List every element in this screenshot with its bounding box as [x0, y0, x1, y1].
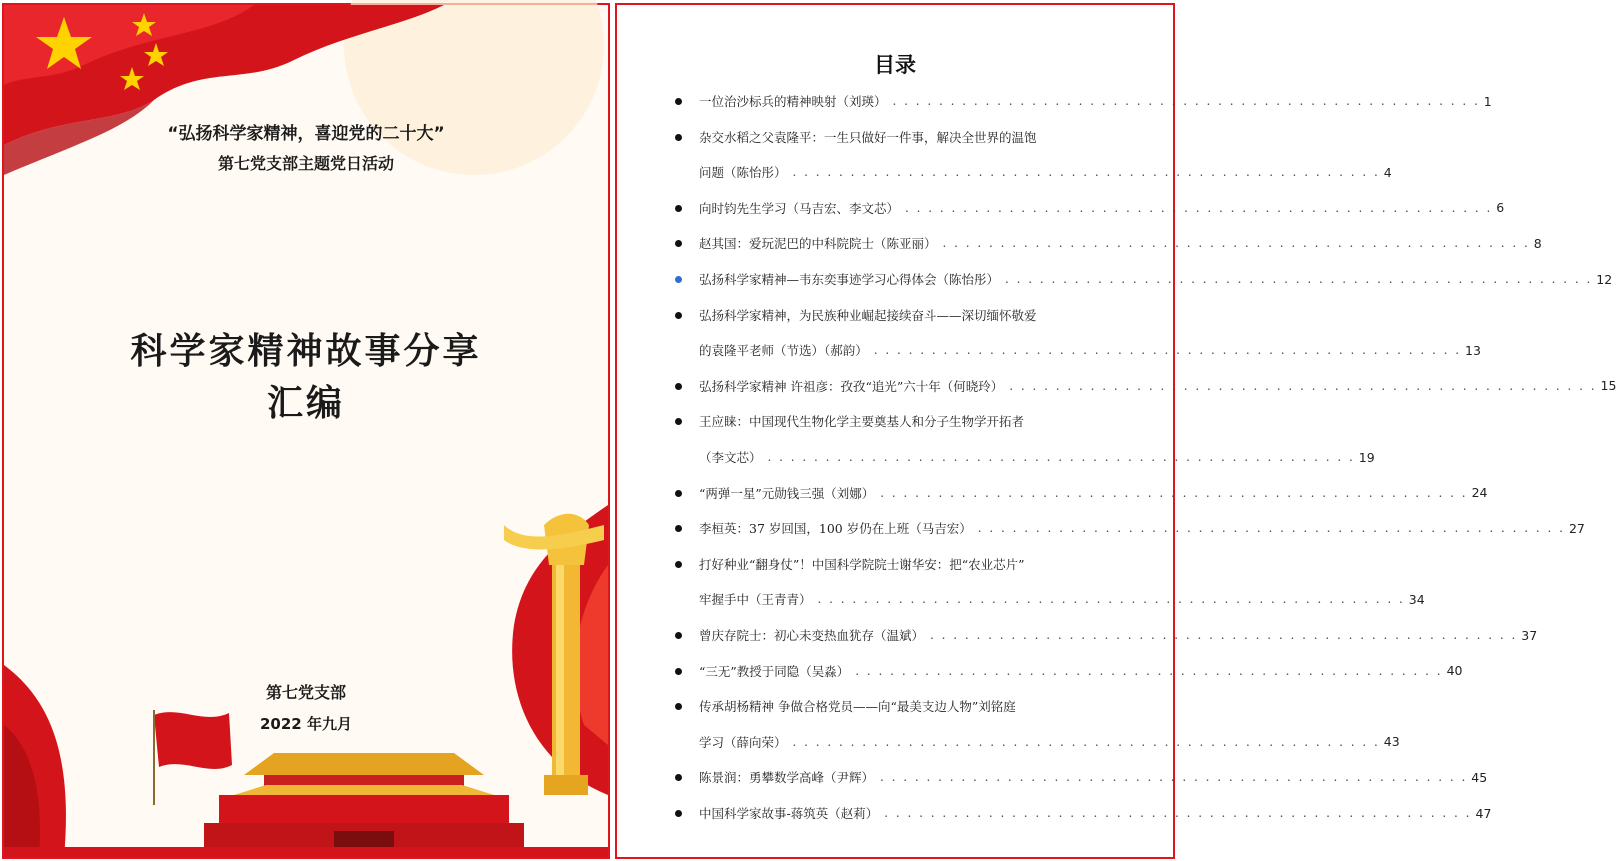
toc-leader-dots: . . . . . . . . . . . . . . . . . . . . . . . . . . . . . . . . . . . . . . . . . . . . . . . . . . .	[880, 485, 1468, 500]
toc-leader-dots: . . . . . . . . . . . . . . . . . . . . . . . . . . . . . . . . . . . . . . . . . . . . . . . . . . .	[1009, 378, 1597, 393]
toc-entry-title: 弘扬科学家精神 许祖彦：孜孜“追光”六十年（何晓玲）	[699, 378, 1004, 394]
toc-bullet-icon	[675, 632, 682, 639]
toc-entry[interactable]	[699, 518, 1585, 538]
toc-entry-title: 一位治沙标兵的精神映射（刘瑛）	[699, 94, 887, 109]
toc-entry-title: “两弹一星”元勋钱三强（刘娜）	[699, 485, 875, 501]
toc-entry[interactable]	[699, 269, 1613, 289]
toc-entry[interactable]	[699, 411, 1123, 431]
toc-page-number: 6	[1496, 200, 1505, 216]
toc-leader-dots: . . . . . . . . . . . . . . . . . . . . . . . . . . . . . . . . . . . . . . . . . . . . . . . . . . .	[855, 663, 1443, 678]
toc-entry[interactable]	[699, 767, 1488, 787]
toc-entry[interactable]	[699, 483, 1488, 503]
toc-page-number: 19	[1358, 449, 1375, 465]
toc-bullet-icon	[675, 490, 682, 497]
toc-entry-title: 牢握手中（王青青）	[699, 592, 812, 608]
toc-bullet-icon	[675, 134, 682, 141]
toc-page-number: 15	[1600, 378, 1616, 394]
toc-bullet-icon	[675, 312, 682, 319]
toc-entry-title: （李文芯）	[699, 450, 762, 465]
toc-bullet-icon	[675, 525, 682, 532]
toc-entry[interactable]	[699, 447, 1375, 467]
toc-entry-title: 赵其国：爱玩泥巴的中科院院士（陈亚丽）	[699, 236, 937, 252]
toc-bullet-icon	[675, 703, 682, 710]
toc-page-number: 13	[1465, 342, 1481, 358]
toc-leader-dots: . . . . . . . . . . . . . . . . . . . . . . . . . . . . . . . . . . . . . . . . . . . . . . . . . . .	[767, 450, 1355, 464]
toc-entry[interactable]	[699, 305, 1123, 325]
toc-entry-title: 传承胡杨精神 争做合格党员——向“最美支边人物”刘铭庭	[699, 699, 1016, 715]
toc-leader-dots: . . . . . . . . . . . . . . . . . . . . . . . . . . . . . . . . . . . . . . . . . . . . . . . . . . .	[930, 628, 1518, 642]
toc-entry-title: 问题（陈怡彤）	[699, 165, 787, 181]
toc-entry[interactable]	[699, 91, 1492, 111]
toc-leader-dots: . . . . . . . . . . . . . . . . . . . . . . . . . . . . . . . . . . . . . . . . . . . . . . . . . . .	[905, 200, 1493, 215]
toc-entry-title: 弘扬科学家精神，为民族种业崛起接续奋斗——深切缅怀敬爱	[699, 307, 1037, 323]
toc-page-number: 43	[1383, 734, 1400, 750]
cover-slogan: “弘扬科学家精神，喜迎党的二十大”	[167, 124, 445, 144]
toc-entry[interactable]	[699, 696, 1123, 716]
toc-bullet-icon	[675, 668, 682, 675]
toc-entry[interactable]	[699, 340, 1481, 360]
toc-entry[interactable]	[699, 127, 1123, 147]
toc-page-number: 1	[1483, 93, 1492, 109]
toc-page-number: 45	[1471, 769, 1488, 785]
toc-leader-dots: . . . . . . . . . . . . . . . . . . . . . . . . . . . . . . . . . . . . . . . . . . . . . . . . . . .	[817, 592, 1405, 607]
toc-entry[interactable]	[699, 661, 1463, 681]
toc-page-number: 8	[1533, 235, 1542, 251]
toc-entry-title: 王应睐：中国现代生物化学主要奠基人和分子生物学开拓者	[699, 414, 1025, 430]
toc-bullet-icon	[675, 240, 682, 247]
toc-entry-title: 的袁隆平老师（节选）（郝韵）	[699, 343, 868, 359]
toc-entry[interactable]	[699, 233, 1542, 253]
cover-date: 2022 年九月	[260, 715, 352, 733]
toc-leader-dots: . . . . . . . . . . . . . . . . . . . . . . . . . . . . . . . . . . . . . . . . . . . . . . . . . . .	[977, 521, 1565, 536]
toc-leader-dots: . . . . . . . . . . . . . . . . . . . . . . . . . . . . . . . . . . . . . . . . . . . . . . . . . . .	[873, 343, 1462, 358]
toc-page-number: 4	[1383, 164, 1392, 180]
toc-entry-title: 打好种业“翻身仗”！中国科学院院士谢华安：把“农业芯片”	[699, 556, 1025, 572]
toc-entry-title: “三无”教授于同隐（吴淼）	[699, 663, 850, 679]
toc-page	[615, 3, 1616, 859]
toc-leader-dots: . . . . . . . . . . . . . . . . . . . . . . . . . . . . . . . . . . . . . . . . . . . . . . . . . . .	[792, 165, 1380, 180]
toc-entry-title: 向时钧先生学习（马吉宏、李文芯）	[699, 200, 900, 216]
toc-leader-dots: . . . . . . . . . . . . . . . . . . . . . . . . . . . . . . . . . . . . . . . . . . . . . . . . . . .	[942, 236, 1530, 251]
toc-entry[interactable]	[699, 162, 1392, 182]
toc-entry-title: 弘扬科学家精神—韦东奕事迹学习心得体会（陈怡彤）	[699, 272, 1000, 287]
toc-page-number: 40	[1446, 663, 1463, 679]
toc-page-number: 47	[1475, 805, 1492, 821]
toc-entry-title: 中国科学家故事-蒋筑英（赵莉）	[699, 806, 879, 821]
toc-bullet-icon	[675, 774, 682, 781]
toc-bullet-icon	[675, 561, 682, 568]
cover-organization: 第七党支部	[265, 683, 346, 702]
toc-title: 目录	[874, 53, 916, 77]
toc-leader-dots: . . . . . . . . . . . . . . . . . . . . . . . . . . . . . . . . . . . . . . . . . . . . . . . . . . .	[1005, 272, 1593, 286]
toc-page-number: 27	[1568, 520, 1585, 536]
cover-title: 科学家精神故事分享	[130, 330, 482, 372]
toc-page-number: 12	[1596, 271, 1613, 287]
toc-leader-dots: . . . . . . . . . . . . . . . . . . . . . . . . . . . . . . . . . . . . . . . . . . . . . . . . . . .	[892, 94, 1480, 108]
toc-entry[interactable]	[699, 803, 1492, 823]
toc-bullet-icon	[675, 383, 682, 390]
toc-page-number: 37	[1521, 627, 1538, 643]
toc-entry-title: 杂交水稻之父袁隆平：一生只做好一件事，解决全世界的温饱	[699, 129, 1037, 145]
toc-entry-title: 学习（薛向荣）	[699, 734, 787, 750]
toc-entry[interactable]	[699, 198, 1505, 218]
toc-entry[interactable]	[699, 554, 1123, 574]
cover-subtitle: 第七党支部主题党日活动	[217, 154, 394, 173]
toc-entry[interactable]	[699, 625, 1538, 645]
toc-entry-title: 陈景润：勇攀数学高峰（尹辉）	[699, 770, 875, 786]
toc-bullet-icon	[675, 98, 682, 105]
toc-bullet-icon	[675, 418, 682, 425]
toc-entry-title: 曾庆存院士：初心未变热血犹存（温斌）	[699, 628, 925, 643]
toc-leader-dots: . . . . . . . . . . . . . . . . . . . . . . . . . . . . . . . . . . . . . . . . . . . . . . . . . . .	[792, 734, 1380, 749]
toc-bullet-icon	[675, 205, 682, 212]
toc-leader-dots: . . . . . . . . . . . . . . . . . . . . . . . . . . . . . . . . . . . . . . . . . . . . . . . . . . .	[884, 806, 1472, 820]
toc-bullet-icon	[675, 810, 682, 817]
cover-page	[2, 3, 610, 859]
toc-entry[interactable]	[699, 732, 1400, 752]
toc-page-number: 34	[1408, 591, 1425, 607]
toc-leader-dots: . . . . . . . . . . . . . . . . . . . . . . . . . . . . . . . . . . . . . . . . . . . . . . . . . . .	[880, 770, 1468, 785]
toc-bullet-icon	[675, 276, 682, 283]
toc-page-number: 24	[1471, 485, 1488, 501]
toc-entry-title: 李桓英：37 岁回国，100 岁仍在上班（马吉宏）	[699, 521, 972, 537]
toc-entry[interactable]	[699, 589, 1425, 609]
cover-title-line2: 汇编	[266, 382, 345, 424]
toc-entry[interactable]	[699, 376, 1616, 396]
